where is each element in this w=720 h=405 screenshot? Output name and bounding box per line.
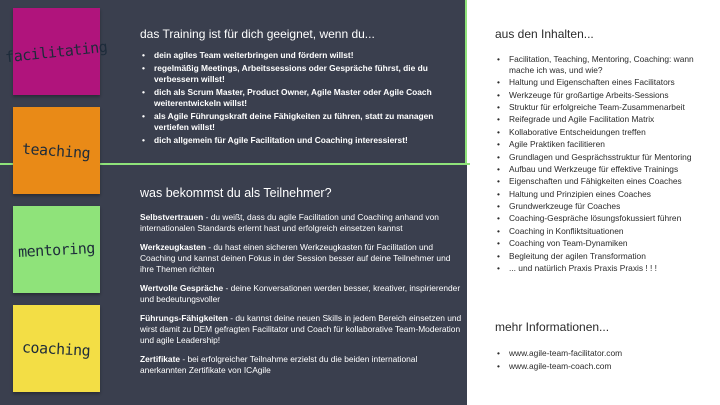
benefit-term: Führungs-Fähigkeiten (140, 313, 228, 323)
list-item: • regelmäßig Meetings, Arbeitssessions oder Gespräche führst, die du verbessern willst! (142, 63, 462, 85)
sticky-note-label: facilitating (4, 37, 109, 66)
benefit-term: Selbstvertrauen (140, 212, 204, 222)
more-info-links (497, 348, 712, 374)
list-item: • Eigenschaften und Fähigkeiten eines Coaches (497, 176, 712, 187)
sticky-note-facilitating (4, 8, 109, 95)
list-item: • Struktur für erfolgreiche Team-Zusammenarbeit (497, 102, 712, 113)
list-item: • dein agiles Team weiterbringen und fördern willst! (142, 50, 462, 61)
benefit-text: - du weißt, dass du agile Facilitation und Coaching anhand von internationalen Standards erlernt hast und erfolgreich einsetzen kannst (140, 212, 439, 233)
benefit-text: - du hast einen sicheren Werkzeugkasten für Facilitation und Coaching und kannst deinen Fokus in der Session besser auf deine Teilnehmer und ihre Themen richten (140, 242, 451, 274)
list-item: • Coaching von Team-Dynamiken (497, 238, 712, 249)
benefit-item (140, 242, 462, 275)
list-item: • dich als Scrum Master, Product Owner, Agile Master oder Agile Coach weiterentwickeln willst! (142, 87, 462, 109)
list-item: • Coaching-Gespräche lösungsfokussiert führen (497, 213, 712, 224)
sticky-note-label: teaching (21, 139, 92, 162)
list-item: • Haltung und Eigenschaften eines Facilitators (497, 77, 712, 88)
list-item: • Kollaborative Entscheidungen treffen (497, 127, 712, 138)
more-info-heading: mehr Informationen... (495, 320, 610, 334)
suitability-list (142, 50, 462, 148)
contents-heading: aus den Inhalten... (495, 27, 594, 41)
list-item: • Coaching in Konfliktsituationen (497, 226, 712, 237)
benefits-heading: was bekommst du als Teilnehmer? (140, 186, 332, 200)
list-item: • Werkzeuge für großartige Arbeits-Sessions (497, 90, 712, 101)
benefit-text: - bei erfolgreicher Teilnahme erzielst du die beiden international anerkannten Zertifikate von ICAgile (140, 354, 418, 375)
list-item: • Begleitung der agilen Transformation (497, 251, 712, 262)
link-agile-team-coach[interactable]: • www.agile-team-coach.com (497, 361, 712, 372)
sticky-note-mentoring (13, 206, 100, 293)
benefit-item (140, 212, 462, 234)
benefit-text: - du kannst deine neuen Skills in jedem Bereich einsetzen und wirst damit zu DEM gefragten Facilitator und Coach für kollaborative Team-Moderation und agile Leadership! (140, 313, 462, 345)
list-item: • Agile Praktiken facilitieren (497, 139, 712, 150)
list-item: • dich allgemein für Agile Facilitation und Coaching interessierst! (142, 135, 462, 146)
list-item: • Haltung und Prinzipien eines Coaches (497, 189, 712, 200)
divider-vertical (465, 0, 467, 165)
suitability-heading: das Training ist für dich geeignet, wenn du... (140, 27, 375, 41)
sticky-note-teaching (13, 107, 100, 194)
benefit-text: - deine Konversationen werden besser, kreativer, inspirierender und bedeutungsvoller (140, 283, 461, 304)
benefit-term: Wertvolle Gespräche (140, 283, 224, 293)
benefit-term: Zertifikate (140, 354, 181, 364)
list-item: • Aufbau und Werkzeuge für effektive Trainings (497, 164, 712, 175)
list-item: • als Agile Führungskraft deine Fähigkeiten zu führen, statt zu managen vertiefen willst! (142, 111, 462, 133)
contents-list (497, 54, 712, 275)
list-item: • ... und natürlich Praxis Praxis Praxis ! ! ! (497, 263, 712, 274)
link-agile-team-facilitator[interactable]: • www.agile-team-facilitator.com (497, 348, 712, 359)
benefit-term: Werkzeugkasten (140, 242, 206, 252)
list-item: • Grundlagen und Gesprächsstruktur für Mentoring (497, 152, 712, 163)
list-item: • Facilitation, Teaching, Mentoring, Coaching: wann mache ich was, und wie? (497, 54, 712, 76)
list-item: • Reifegrade und Agile Facilitation Matrix (497, 114, 712, 125)
sticky-note-coaching (13, 305, 100, 392)
benefit-item (140, 354, 462, 376)
benefits-list (140, 212, 462, 384)
benefit-item (140, 313, 462, 346)
list-item: • Grundwerkzeuge für Coaches (497, 201, 712, 212)
sticky-note-label: coaching (21, 337, 92, 360)
sticky-note-label: mentoring (17, 238, 96, 261)
benefit-item (140, 283, 462, 305)
